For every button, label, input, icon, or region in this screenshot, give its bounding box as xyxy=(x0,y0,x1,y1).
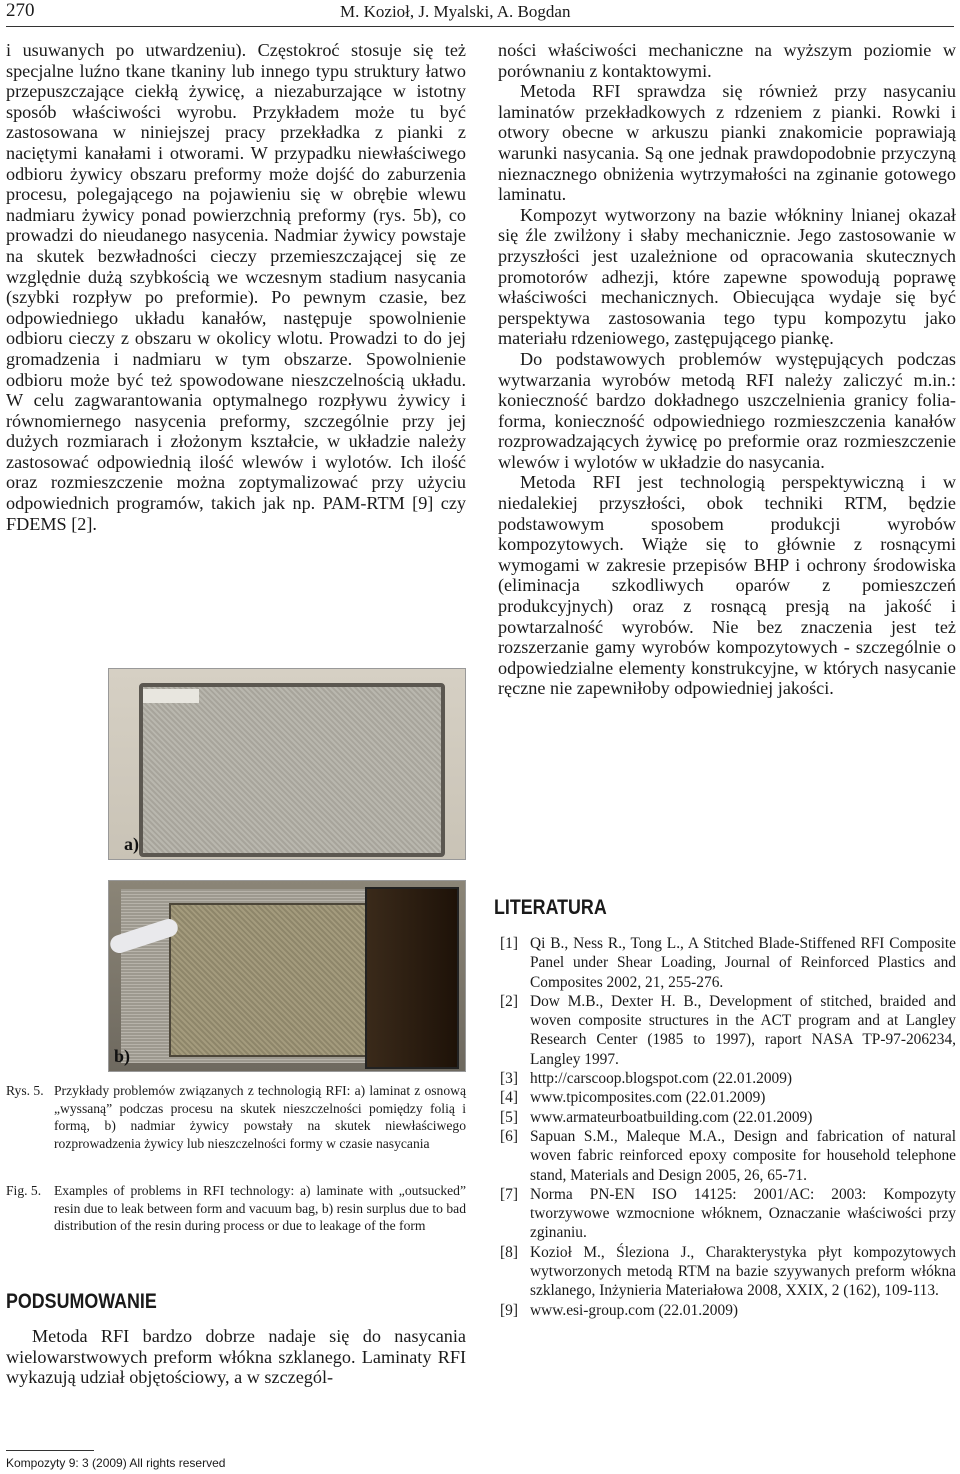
page-footer: Kompozyty 9: 3 (2009) All rights reserved xyxy=(6,1456,226,1470)
figure-label-b: b) xyxy=(114,1046,131,1066)
page-number: 270 xyxy=(6,0,35,21)
reference-item xyxy=(496,1108,956,1127)
reference-list xyxy=(496,934,956,1320)
reference-text: Norma PN-EN ISO 14125: 2001/AC: 2003: Kompozyty tworzywowe wzmocnione włóknem, Oznaczanie właściwości przy zginaniu. xyxy=(530,1185,956,1242)
figure-photo-a xyxy=(108,668,466,860)
caption-label: Rys. 5. xyxy=(6,1083,44,1098)
reference-item xyxy=(496,1243,956,1301)
paragraph: Do podstawowych problemów występujących podczas wytwarzania wyrobów metodą RFI należy zaliczyć m.in.: konieczność bardzo dokładnego uszczelnienia granicy folia-forma, konieczność odpowiedniego rozmieszczenia kanałów rozprowadzających żywicę po preformie oraz rozmieszczenie wlewów i wylotów w układzie do nasycania. xyxy=(498,348,956,472)
caption-text: Przykłady problemów związanych z technologią RFI: a) laminat z osnową „wyssaną” podczas procesu na skutek nieszczelności pomiędzy folią i formą, b) nadmiar żywicy powstały na skutek niewłaściwego rozprowadzenia żywicy lub nieszczelności formy w czasie nasycania xyxy=(54,1083,466,1151)
laminate-plate xyxy=(139,683,445,857)
reference-text: www.armateurboatbuilding.com (22.01.2009) xyxy=(530,1108,813,1126)
reference-item xyxy=(496,934,956,992)
reference-text: Sapuan S.M., Maleque M.A., Design and fabrication of natural woven fabric reinforced epoxy composite for household telephone stand, Materials and Design 2005, 26, 65-71. xyxy=(530,1127,956,1184)
reference-number: [1] xyxy=(500,935,518,952)
paragraph: Metoda RFI bardzo dobrze nadaje się do nasycania wielowarstwowych preform włókna szklanego. Laminaty RFI wykazują udział objętościowy, a w szczegól- xyxy=(6,1326,466,1388)
left-column xyxy=(6,40,466,534)
page-header xyxy=(0,0,960,38)
running-head-authors: M. Kozioł, J. Myalski, A. Bogdan xyxy=(340,2,571,21)
reference-text: Kozioł M., Śleziona J., Charakterystyka płyt kompozytowych wytworzonych metodą RTM na bazie szyywanych preform włókna szklanego, Inżynieria Materiałowa 2008, XXIX, 2 (162), 109-113. xyxy=(530,1243,956,1300)
reference-number: [3] xyxy=(500,1070,518,1088)
reference-number: [9] xyxy=(500,1301,518,1319)
section-heading-literature: LITERATURA xyxy=(494,896,607,919)
summary-section xyxy=(6,1326,466,1388)
figure-caption-pl xyxy=(6,1082,466,1152)
reference-number: [8] xyxy=(500,1243,518,1261)
paragraph: Kompozyt wytworzony na bazie włókniny lnianej okazał się źle zwilżony i słaby mechanicznie. Jego zastosowanie w przyszłości jest uzależnione od opracowania skutecznych promotorów adhezji, które zapewne spowodują poprawę właściwości mechanicznych. Obiecująca wydaje się być perspektywa zastosowania tego typu kompozytu jako materiału rdzeniowego, zastępującego piankę. xyxy=(498,204,956,349)
paragraph: Metoda RFI jest technologią perspektywiczną i w niedalekiej przyszłości, obok techniki RTM, będzie podstawowym sposobem produkcji wyrobów kompozytowych. Wiąże się to głównie z rosnącymi wymogami w zakresie przepisów BHP i ochrony środowiska (eliminacja szkodliwych oparów z pomieszczeń produkcyjnych) oraz z rosnącą presją na jakość i powtarzalność wyrobów. Nie bez znaczenia jest też rozszerzanie gamy wyrobów kompozytowych - szczególnie o odpowiedzialne elementy konstrukcyjne, w których nasycanie ręczne nie zapewniłoby odpowiedniej jakości. xyxy=(498,472,956,699)
figure-label-a: a) xyxy=(124,834,139,854)
reference-item xyxy=(496,1301,956,1320)
header-rule xyxy=(6,26,954,27)
reference-item xyxy=(496,1127,956,1185)
reference-text: http://carscoop.blogspot.com (22.01.2009) xyxy=(530,1070,793,1088)
reference-number: [5] xyxy=(500,1108,518,1126)
figure-caption-en xyxy=(6,1182,466,1235)
reference-number: [6] xyxy=(500,1127,518,1145)
reference-item xyxy=(496,1185,956,1243)
caption-text: Examples of problems in RFI technology: a) laminate with „outsucked” resin due to leak between form and vacuum bag, b) resin surplus due to bad distribution of the resin during process or due to leakage of the form xyxy=(54,1183,466,1234)
figure-photo-b xyxy=(108,880,466,1072)
reference-number: [4] xyxy=(500,1089,518,1107)
paragraph: Metoda RFI sprawdza się również przy nasycaniu laminatów przekładkowych z rdzeniem z pianki. Rowki i otwory obecne w arkuszu pianki znakomicie poprawiają warunki nasycania. Są one jednak prawdopodobnie przyczyną nieznacznego obniżenia wytrzymałości na zginanie gotowego laminatu. xyxy=(498,81,956,205)
reference-item xyxy=(496,1069,956,1088)
footer-rule xyxy=(6,1450,94,1451)
laminate-plate xyxy=(169,903,373,1057)
section-heading-summary: PODSUMOWANIE xyxy=(6,1290,157,1313)
reference-number: [7] xyxy=(500,1185,518,1203)
reference-item xyxy=(496,1088,956,1107)
caption-label: Fig. 5. xyxy=(6,1183,42,1198)
reference-number: [2] xyxy=(500,992,518,1010)
reference-text: www.esi-group.com (22.01.2009) xyxy=(530,1301,739,1319)
reference-item xyxy=(496,992,956,1069)
right-column xyxy=(498,40,956,699)
reference-text: www.tpicomposites.com (22.01.2009) xyxy=(530,1089,766,1107)
reference-text: Qi B., Ness R., Tong L., A Stitched Blade-Stiffened RFI Composite Panel under Shear Loading, Journal of Reinforced Plastics and Composites 2002, 21, 255-276. xyxy=(530,935,956,991)
reference-text: Dow M.B., Dexter H. B., Development of stitched, braided and woven composite structures in the ACT program and at Langley Research Center (1985 to 1997), raport NASA TP-97-206234, Langley 1997. xyxy=(530,992,956,1068)
paragraph: ności właściwości mechaniczne na wyższym poziomie w porównaniu z kontaktowymi. xyxy=(498,40,956,81)
paragraph: i usuwanych po utwardzeniu). Częstokroć stosuje się też specjalne luźno tkane tkaniny lub innego typu struktury łatwo przepuszczające ciekłą żywicę, a niezaburzające w istotny sposób właściwości wyrobu. Przykładem może tu być zastosowana w niniejszej pracy przekładka z pianki z naciętymi kanałami i otworami. W przypadku niewłaściwego odbioru żywicy obszaru preformy może dojść do zaburzenia procesu, polegającego na pojawieniu się w obrębie wlewu nadmiaru żywicy ponad powierzchnią preformy (rys. 5b), co prowadzi do nieudanego nasycenia. Nadmiar żywicy powstaje na skutek bezwładności cieczy przemieszczającej się ze względnie dużą szybkością we wczesnym stadium nasycania (szybki rozpływ po preformie). Po pewnym czasie, bez odpowiedniego układu kanałów, następuje spowolnienie odbioru cieczy z obszaru w okolicy wlotu. Prowadzi to do jej gromadzenia i nadmiaru w tym obszarze. Spowolnienie odbioru może być też spowodowane nieszczelnością układu. W celu zagwarantowania optymalnego rozpływu żywicy i równomiernego nasycenia preformy, szczególnie przy jej dużych rozmiarach i złożonym kształcie, w układzie należy zastosować odpowiednią ilość wlewów i wylotów. Ich ilość oraz rozmieszczenie można zoptymalizować przy użyciu odpowiednich programów, takich jak np. PAM-RTM [9] czy FDEMS [2]. xyxy=(6,40,466,534)
sample-tag xyxy=(143,689,199,703)
resin-surplus xyxy=(365,887,459,1069)
